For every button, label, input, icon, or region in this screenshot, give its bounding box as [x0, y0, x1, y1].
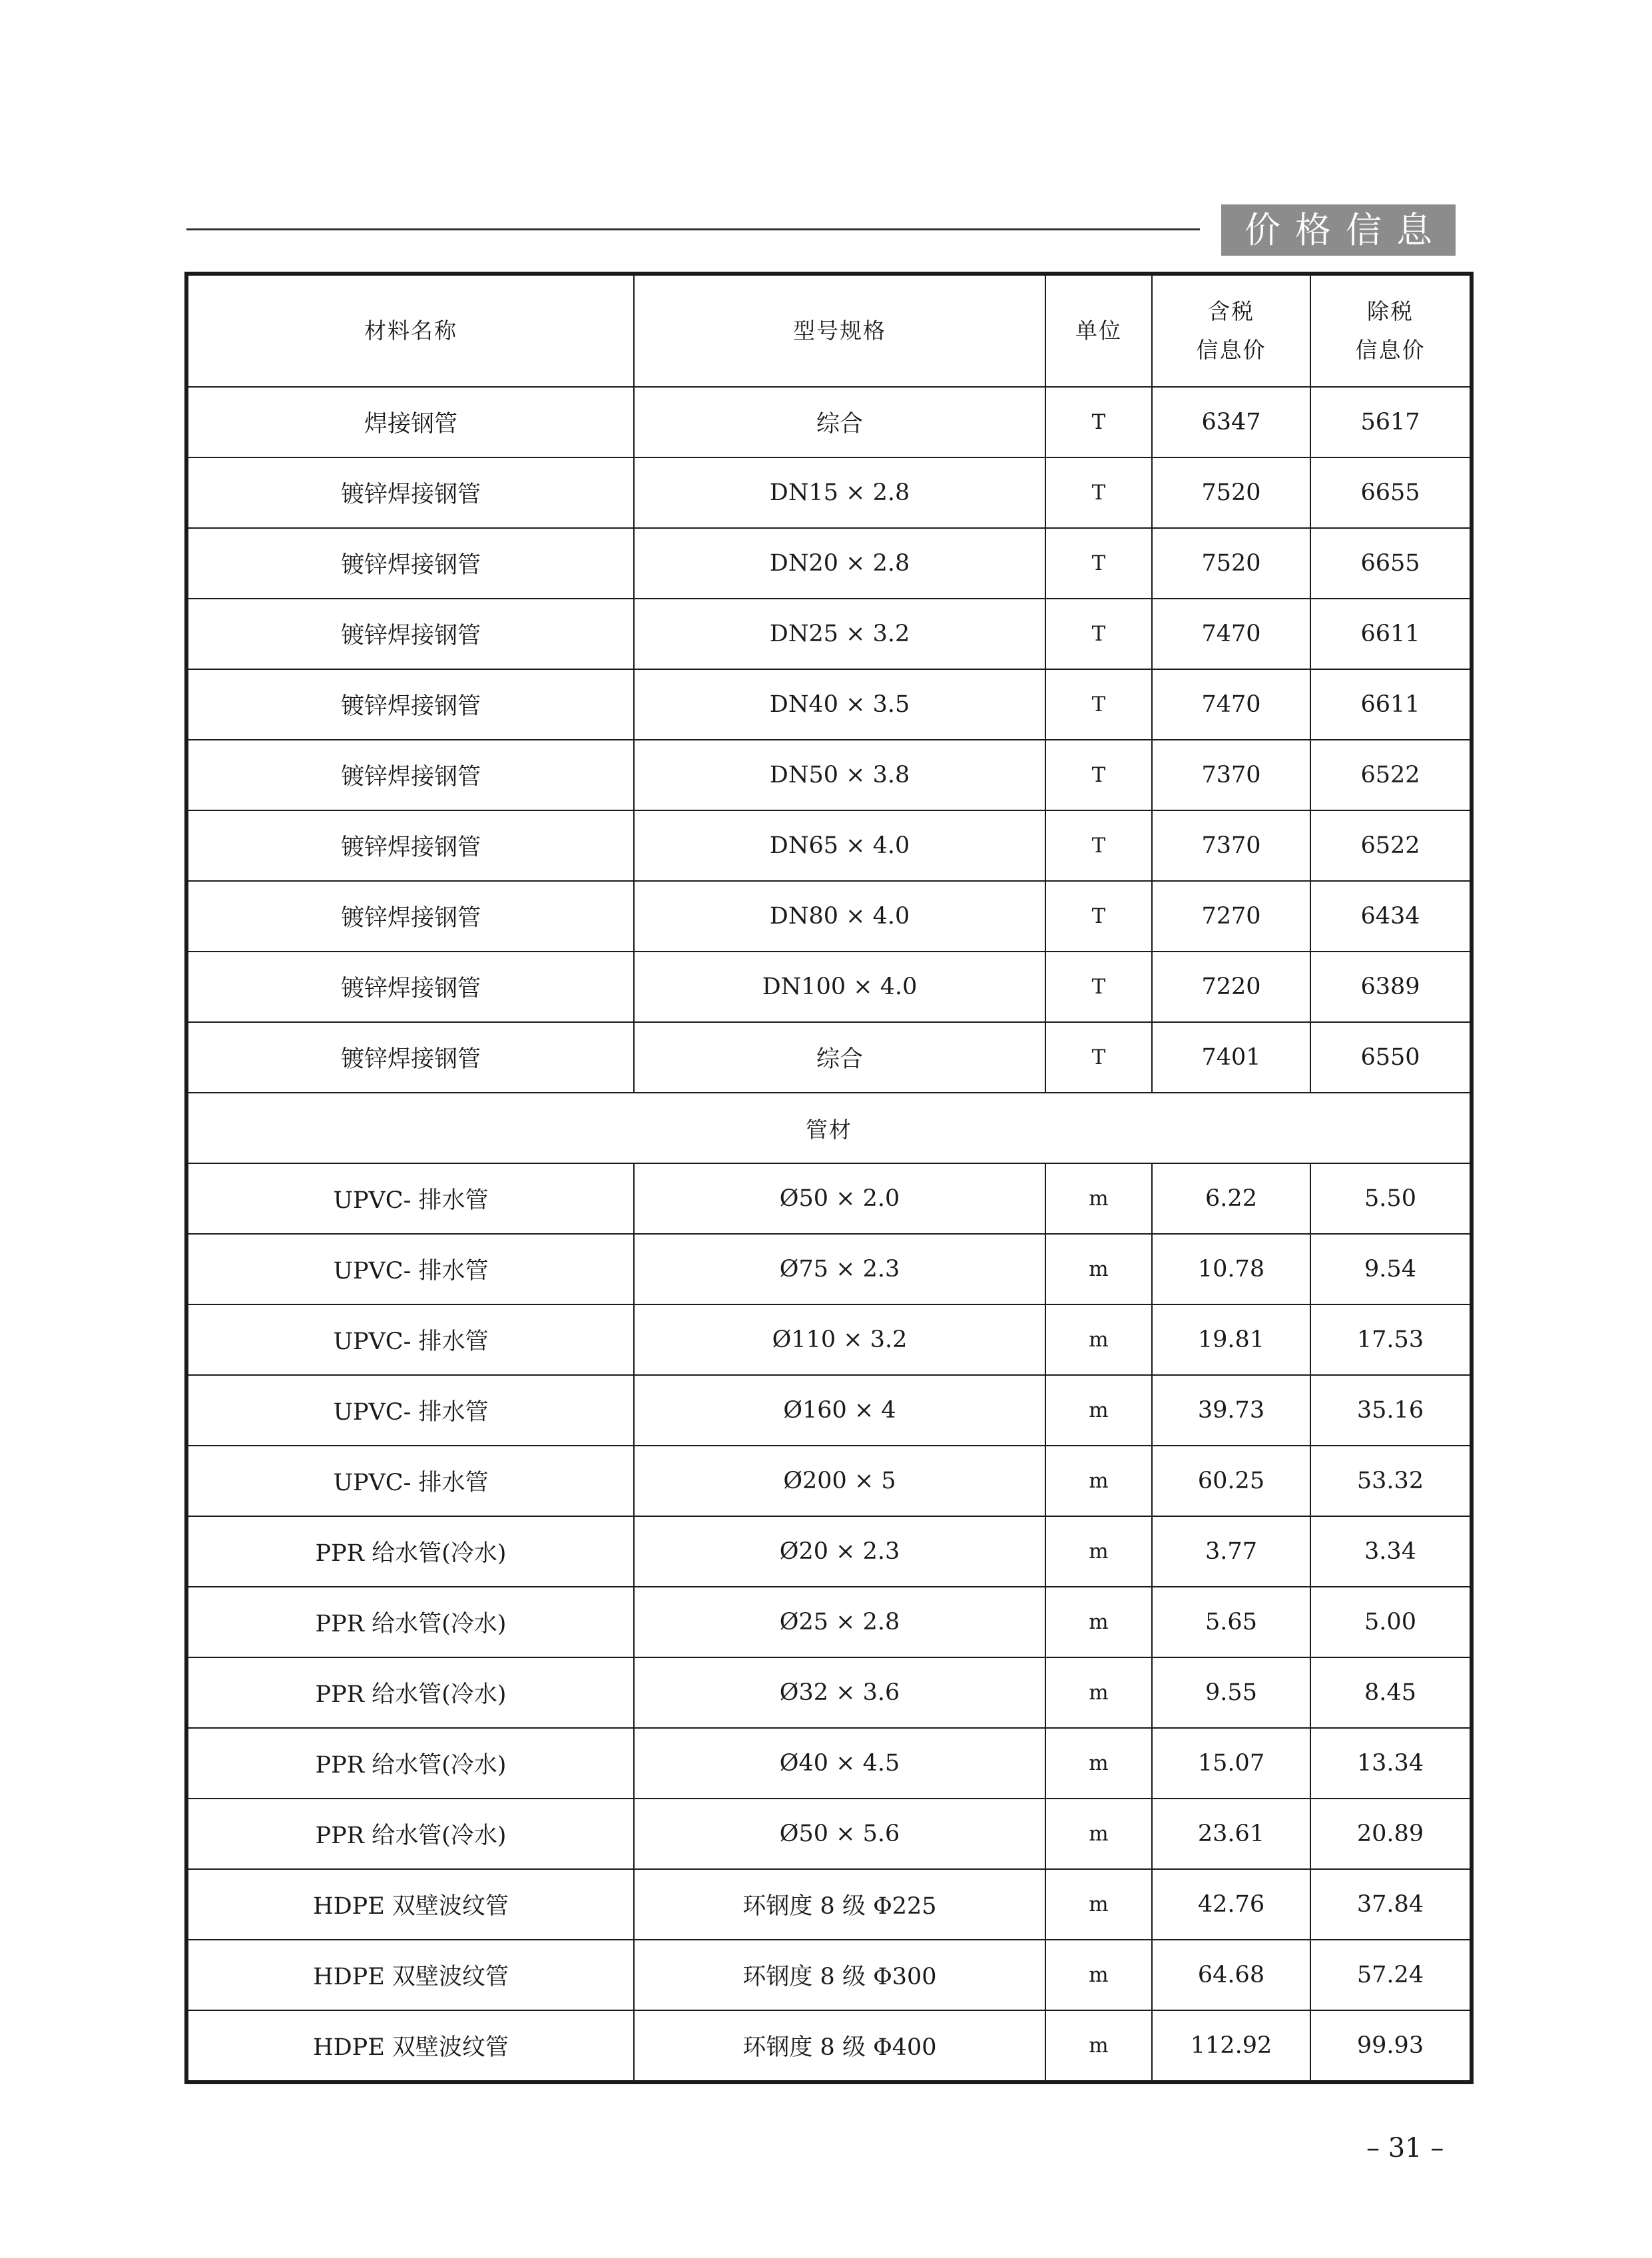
- cell-material-name: UPVC- 排水管: [186, 1304, 634, 1375]
- cell-spec: DN100 × 4.0: [634, 952, 1045, 1022]
- cell-material-name: PPR 给水管(冷水): [186, 1657, 634, 1728]
- cell-price-with-tax: 64.68: [1152, 1940, 1310, 2010]
- cell-unit: T: [1045, 881, 1152, 952]
- cell-spec: 综合: [634, 1022, 1045, 1093]
- cell-price-without-tax: 5617: [1310, 387, 1472, 457]
- cell-spec: Ø110 × 3.2: [634, 1304, 1045, 1375]
- table-row: [186, 599, 1472, 669]
- cell-price-with-tax: 6.22: [1152, 1163, 1310, 1234]
- cell-unit: m: [1045, 1728, 1152, 1799]
- cell-price-without-tax: 53.32: [1310, 1446, 1472, 1516]
- cell-price-without-tax: 6655: [1310, 528, 1472, 599]
- cell-price-without-tax: 99.93: [1310, 2010, 1472, 2082]
- table-row: [186, 1728, 1472, 1799]
- cell-spec: DN20 × 2.8: [634, 528, 1045, 599]
- table-row: [186, 1163, 1472, 1234]
- cell-price-without-tax: 6655: [1310, 457, 1472, 528]
- cell-price-without-tax: 6550: [1310, 1022, 1472, 1093]
- header-label: 材料名称: [364, 318, 457, 344]
- header-material-name: [186, 274, 634, 387]
- cell-unit: m: [1045, 1516, 1152, 1587]
- cell-spec: DN40 × 3.5: [634, 669, 1045, 740]
- cell-unit: T: [1045, 387, 1152, 457]
- table-row: [186, 1375, 1472, 1446]
- cell-price-with-tax: 7220: [1152, 952, 1310, 1022]
- cell-material-name: UPVC- 排水管: [186, 1163, 634, 1234]
- cell-unit: m: [1045, 1375, 1152, 1446]
- cell-price-without-tax: 13.34: [1310, 1728, 1472, 1799]
- cell-material-name: PPR 给水管(冷水): [186, 1799, 634, 1869]
- cell-price-with-tax: 5.65: [1152, 1587, 1310, 1657]
- cell-spec: 环钢度 8 级 Φ400: [634, 2010, 1045, 2082]
- cell-spec: Ø160 × 4: [634, 1375, 1045, 1446]
- table-row: [186, 1869, 1472, 1940]
- header-label-line1: 除税: [1367, 298, 1414, 324]
- cell-spec: Ø200 × 5: [634, 1446, 1045, 1516]
- cell-spec: Ø20 × 2.3: [634, 1516, 1045, 1587]
- cell-spec: Ø50 × 5.6: [634, 1799, 1045, 1869]
- header-unit: [1045, 274, 1152, 387]
- table-header-row: [186, 274, 1472, 387]
- cell-price-without-tax: 6434: [1310, 881, 1472, 952]
- cell-price-without-tax: 8.45: [1310, 1657, 1472, 1728]
- cell-price-without-tax: 37.84: [1310, 1869, 1472, 1940]
- cell-material-name: HDPE 双壁波纹管: [186, 1940, 634, 2010]
- cell-price-without-tax: 6389: [1310, 952, 1472, 1022]
- table-row: [186, 1587, 1472, 1657]
- cell-price-without-tax: 3.34: [1310, 1516, 1472, 1587]
- header-rule: [186, 228, 1200, 230]
- cell-price-with-tax: 7401: [1152, 1022, 1310, 1093]
- table-row: [186, 1657, 1472, 1728]
- header-label-line1: 含税: [1208, 298, 1254, 324]
- page-number: – 31 –: [1366, 2133, 1444, 2163]
- cell-material-name: HDPE 双壁波纹管: [186, 1869, 634, 1940]
- cell-material-name: 焊接钢管: [186, 387, 634, 457]
- table-row: [186, 528, 1472, 599]
- cell-spec: 综合: [634, 387, 1045, 457]
- header-label: 型号规格: [793, 318, 886, 344]
- price-table: [184, 272, 1474, 2084]
- table-row: [186, 669, 1472, 740]
- cell-price-with-tax: 42.76: [1152, 1869, 1310, 1940]
- table-row: [186, 1516, 1472, 1587]
- cell-price-without-tax: 57.24: [1310, 1940, 1472, 2010]
- cell-unit: T: [1045, 669, 1152, 740]
- cell-spec: 环钢度 8 级 Φ225: [634, 1869, 1045, 1940]
- header-price-without-tax: [1310, 274, 1472, 387]
- cell-unit: m: [1045, 1304, 1152, 1375]
- cell-price-without-tax: 6611: [1310, 599, 1472, 669]
- cell-price-with-tax: 7270: [1152, 881, 1310, 952]
- cell-unit: m: [1045, 2010, 1152, 2082]
- table-row: [186, 1799, 1472, 1869]
- header-price-with-tax: [1152, 274, 1310, 387]
- cell-spec: DN50 × 3.8: [634, 740, 1045, 810]
- cell-price-with-tax: 7470: [1152, 599, 1310, 669]
- cell-price-with-tax: 23.61: [1152, 1799, 1310, 1869]
- header-label-line2: 信息价: [1355, 337, 1426, 363]
- cell-spec: Ø50 × 2.0: [634, 1163, 1045, 1234]
- table-row: [186, 1940, 1472, 2010]
- cell-unit: m: [1045, 1587, 1152, 1657]
- cell-price-with-tax: 7370: [1152, 810, 1310, 881]
- cell-spec: Ø25 × 2.8: [634, 1587, 1045, 1657]
- cell-material-name: 镀锌焊接钢管: [186, 457, 634, 528]
- cell-unit: m: [1045, 1446, 1152, 1516]
- cell-price-without-tax: 5.00: [1310, 1587, 1472, 1657]
- cell-unit: T: [1045, 457, 1152, 528]
- header-label: 单位: [1075, 318, 1122, 344]
- cell-price-without-tax: 6522: [1310, 740, 1472, 810]
- cell-unit: m: [1045, 1234, 1152, 1304]
- cell-price-with-tax: 15.07: [1152, 1728, 1310, 1799]
- cell-spec: DN80 × 4.0: [634, 881, 1045, 952]
- table-row: [186, 881, 1472, 952]
- cell-price-without-tax: 35.16: [1310, 1375, 1472, 1446]
- cell-price-with-tax: 39.73: [1152, 1375, 1310, 1446]
- table-row: [186, 810, 1472, 881]
- section-row: [186, 1093, 1472, 1163]
- cell-price-with-tax: 6347: [1152, 387, 1310, 457]
- cell-price-with-tax: 60.25: [1152, 1446, 1310, 1516]
- cell-price-with-tax: 7370: [1152, 740, 1310, 810]
- cell-price-without-tax: 5.50: [1310, 1163, 1472, 1234]
- cell-price-with-tax: 9.55: [1152, 1657, 1310, 1728]
- cell-material-name: 镀锌焊接钢管: [186, 528, 634, 599]
- cell-spec: DN15 × 2.8: [634, 457, 1045, 528]
- cell-price-without-tax: 17.53: [1310, 1304, 1472, 1375]
- table-row: [186, 952, 1472, 1022]
- table-row: [186, 457, 1472, 528]
- table-row: [186, 1022, 1472, 1093]
- cell-spec: Ø40 × 4.5: [634, 1728, 1045, 1799]
- cell-unit: T: [1045, 740, 1152, 810]
- table-row: [186, 1446, 1472, 1516]
- table-row: [186, 1234, 1472, 1304]
- cell-price-with-tax: 112.92: [1152, 2010, 1310, 2082]
- cell-price-with-tax: 3.77: [1152, 1516, 1310, 1587]
- cell-spec: DN65 × 4.0: [634, 810, 1045, 881]
- cell-material-name: PPR 给水管(冷水): [186, 1587, 634, 1657]
- cell-unit: m: [1045, 1657, 1152, 1728]
- table-row: [186, 740, 1472, 810]
- section-title: 价格信息: [1221, 204, 1456, 256]
- cell-spec: Ø32 × 3.6: [634, 1657, 1045, 1728]
- cell-material-name: 镀锌焊接钢管: [186, 881, 634, 952]
- header-spec: [634, 274, 1045, 387]
- cell-unit: T: [1045, 1022, 1152, 1093]
- cell-material-name: 镀锌焊接钢管: [186, 740, 634, 810]
- cell-spec: Ø75 × 2.3: [634, 1234, 1045, 1304]
- cell-price-with-tax: 7470: [1152, 669, 1310, 740]
- cell-unit: T: [1045, 599, 1152, 669]
- cell-price-with-tax: 19.81: [1152, 1304, 1310, 1375]
- cell-material-name: 镀锌焊接钢管: [186, 599, 634, 669]
- cell-material-name: 镀锌焊接钢管: [186, 952, 634, 1022]
- cell-unit: m: [1045, 1940, 1152, 2010]
- cell-material-name: PPR 给水管(冷水): [186, 1728, 634, 1799]
- cell-material-name: 镀锌焊接钢管: [186, 1022, 634, 1093]
- cell-spec: DN25 × 3.2: [634, 599, 1045, 669]
- cell-material-name: UPVC- 排水管: [186, 1375, 634, 1446]
- cell-price-without-tax: 20.89: [1310, 1799, 1472, 1869]
- cell-unit: m: [1045, 1799, 1152, 1869]
- cell-unit: T: [1045, 952, 1152, 1022]
- table-row: [186, 2010, 1472, 2082]
- cell-unit: m: [1045, 1163, 1152, 1234]
- cell-material-name: 镀锌焊接钢管: [186, 669, 634, 740]
- cell-material-name: UPVC- 排水管: [186, 1234, 634, 1304]
- cell-price-without-tax: 9.54: [1310, 1234, 1472, 1304]
- table-row: [186, 1304, 1472, 1375]
- cell-material-name: PPR 给水管(冷水): [186, 1516, 634, 1587]
- cell-price-without-tax: 6611: [1310, 669, 1472, 740]
- cell-unit: T: [1045, 810, 1152, 881]
- cell-material-name: 镀锌焊接钢管: [186, 810, 634, 881]
- cell-material-name: UPVC- 排水管: [186, 1446, 634, 1516]
- header-label-line2: 信息价: [1196, 337, 1266, 363]
- cell-unit: T: [1045, 528, 1152, 599]
- section-label: 管材: [186, 1093, 1472, 1163]
- cell-unit: m: [1045, 1869, 1152, 1940]
- cell-price-with-tax: 7520: [1152, 528, 1310, 599]
- cell-material-name: HDPE 双壁波纹管: [186, 2010, 634, 2082]
- cell-spec: 环钢度 8 级 Φ300: [634, 1940, 1045, 2010]
- cell-price-without-tax: 6522: [1310, 810, 1472, 881]
- cell-price-with-tax: 7520: [1152, 457, 1310, 528]
- table-body: [186, 387, 1472, 2082]
- table-row: [186, 387, 1472, 457]
- cell-price-with-tax: 10.78: [1152, 1234, 1310, 1304]
